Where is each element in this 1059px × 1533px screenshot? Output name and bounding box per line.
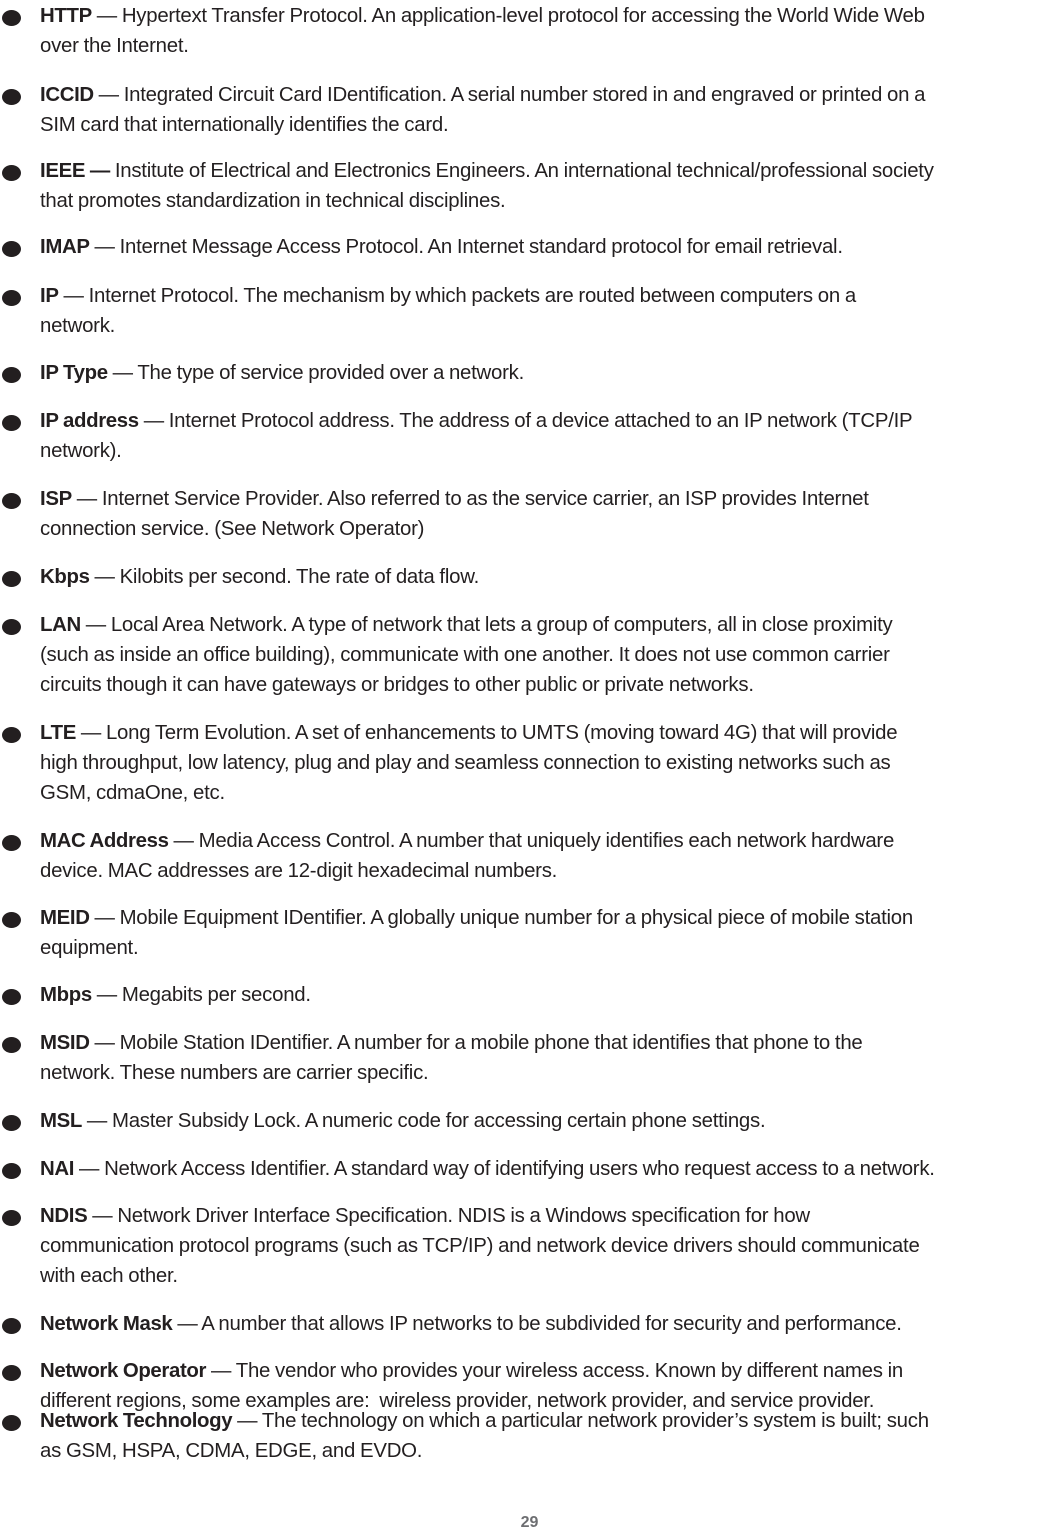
bullet-dot-icon	[2, 727, 21, 743]
definition-text: equipment.	[40, 937, 139, 959]
entry-text	[40, 562, 1059, 592]
definition-text: Institute of Electrical and Electronics Engineers. An international technical/professional society	[114, 160, 934, 182]
bullet-dot-icon	[2, 1318, 21, 1334]
bullet-dot-icon	[2, 89, 21, 105]
definition-text: as GSM, HSPA, CDMA, EDGE, and EVDO.	[40, 1440, 423, 1462]
entry-text	[40, 1028, 1059, 1088]
definition-line	[40, 1106, 1059, 1136]
definition-text: Long Term Evolution. A set of enhancements to UMTS (moving toward 4G) that will provide	[105, 722, 898, 744]
definition-text: over the Internet.	[40, 35, 189, 57]
definition-text: that promotes standardization in technical disciplines.	[40, 190, 506, 212]
term-separator: —	[91, 5, 122, 27]
definition-line	[40, 156, 1059, 186]
definition-line	[40, 1406, 1059, 1436]
definition-text: different regions, some examples are: wireless provider, network provider, and service provider.	[40, 1390, 875, 1412]
definition-text: Network Access Identifier. A standard way of identifying users who request access to a network.	[104, 1158, 935, 1180]
definition-text: Mobile Station IDentifier. A number for a mobile phone that identifies that phone to the	[119, 1032, 863, 1054]
definition-line	[40, 980, 1059, 1010]
definition-text: connection service. (See Network Operator)	[40, 518, 425, 540]
definition-line	[40, 186, 1059, 216]
definition-line	[40, 281, 1059, 311]
glossary-term: LAN	[40, 614, 81, 636]
term-separator: —	[138, 410, 169, 432]
bullet-dot-icon	[2, 912, 21, 928]
term-separator: —	[91, 984, 122, 1006]
definition-text: network.	[40, 315, 116, 337]
definition-text: network).	[40, 440, 122, 462]
definition-text: with each other.	[40, 1265, 178, 1287]
bullet-dot-icon	[2, 619, 21, 635]
glossary-term: LTE	[40, 722, 76, 744]
definition-text: high throughput, low latency, plug and play and seamless connection to existing networks such as	[40, 752, 891, 774]
bullet-dot-icon	[2, 571, 21, 587]
entry-text	[40, 903, 1059, 963]
bullet-dot-icon	[2, 1163, 21, 1179]
definition-text: Internet Message Access Protocol. An Internet standard protocol for email retrieval.	[119, 236, 843, 258]
bullet-dot-icon	[2, 1115, 21, 1131]
glossary-term: Network Mask	[40, 1313, 173, 1335]
definition-line	[40, 232, 1059, 262]
definition-line	[40, 80, 1059, 110]
definition-line	[40, 718, 1059, 748]
definition-text: The type of service provided over a network.	[137, 362, 525, 384]
glossary-term: NDIS	[40, 1205, 88, 1227]
glossary-term: IMAP	[40, 236, 90, 258]
term-separator: —	[74, 1158, 105, 1180]
page-number: 29	[520, 1514, 539, 1531]
definition-text: A number that allows IP networks to be subdivided for security and performance.	[201, 1313, 902, 1335]
glossary-term: Mbps	[40, 984, 92, 1006]
term-separator: —	[80, 614, 111, 636]
definition-text: network. These numbers are carrier specific.	[40, 1062, 429, 1084]
definition-line	[40, 826, 1059, 856]
definition-line	[40, 31, 1059, 61]
bullet-dot-icon	[2, 493, 21, 509]
definition-line	[40, 1028, 1059, 1058]
entry-text	[40, 1154, 1059, 1184]
bullet-dot-icon	[2, 290, 21, 306]
entry-text	[40, 484, 1059, 544]
definition-text: communication protocol programs (such as TCP/IP) and network device drivers should communicate	[40, 1235, 920, 1257]
definition-text: Media Access Control. A number that uniquely identifies each network hardware	[198, 830, 895, 852]
definition-text: Mobile Equipment IDentifier. A globally unique number for a physical piece of mobile station	[119, 907, 913, 929]
entry-text	[40, 156, 1059, 216]
term-separator: —	[71, 488, 102, 510]
definition-line	[40, 903, 1059, 933]
definition-line	[40, 406, 1059, 436]
glossary-term: NAI	[40, 1158, 75, 1180]
definition-text: circuits though it can have gateways or bridges to other public or private networks.	[40, 674, 754, 696]
definition-text: Integrated Circuit Card IDentification. A serial number stored in and engraved or printed on a	[123, 84, 926, 106]
definition-line	[40, 1231, 1059, 1261]
bullet-dot-icon	[2, 241, 21, 257]
definition-text: Local Area Network. A type of network that lets a group of computers, all in close proximity	[110, 614, 893, 636]
bullet-dot-icon	[2, 1365, 21, 1381]
definition-text: (such as inside an office building), communicate with one another. It does not use common carrier	[40, 644, 890, 666]
definition-text: GSM, cdmaOne, etc.	[40, 782, 225, 804]
bullet-dot-icon	[2, 415, 21, 431]
bullet-dot-icon	[2, 1037, 21, 1053]
definition-line	[40, 358, 1059, 388]
definition-line	[40, 1058, 1059, 1088]
definition-text: The technology on which a particular network provider’s system is built; such	[261, 1410, 929, 1432]
entry-text	[40, 1, 1059, 61]
glossary-term: Network Operator	[40, 1360, 207, 1382]
glossary-term: IEEE —	[40, 160, 110, 182]
term-separator: —	[89, 1032, 120, 1054]
definition-text: The vendor who provides your wireless access. Known by different names in	[235, 1360, 903, 1382]
definition-text: Master Subsidy Lock. A numeric code for accessing certain phone settings.	[111, 1110, 766, 1132]
definition-text: Internet Protocol address. The address of a device attached to an IP network (TCP/IP	[168, 410, 913, 432]
entry-text	[40, 826, 1059, 886]
entry-text	[40, 1309, 1059, 1339]
term-separator: —	[89, 566, 120, 588]
definition-line	[40, 110, 1059, 140]
definition-line	[40, 778, 1059, 808]
term-separator: —	[93, 84, 124, 106]
definition-line	[40, 1, 1059, 31]
glossary-term: HTTP	[40, 5, 92, 27]
glossary-term: MAC Address	[40, 830, 169, 852]
definition-line	[40, 436, 1059, 466]
term-separator: —	[58, 285, 89, 307]
term-separator: —	[89, 236, 120, 258]
term-separator: —	[89, 907, 120, 929]
definition-text: SIM card that internationally identifies the card.	[40, 114, 449, 136]
glossary-term: IP Type	[40, 362, 108, 384]
term-separator: —	[206, 1360, 236, 1382]
bullet-dot-icon	[2, 165, 21, 181]
definition-line	[40, 1436, 1059, 1466]
entry-text	[40, 718, 1059, 808]
bullet-dot-icon	[2, 989, 21, 1005]
definition-text: Network Driver Interface Specification. NDIS is a Windows specification for how	[117, 1205, 810, 1227]
definition-line	[40, 748, 1059, 778]
entry-text	[40, 1106, 1059, 1136]
entry-text	[40, 358, 1059, 388]
definition-line	[40, 933, 1059, 963]
definition-line	[40, 1154, 1059, 1184]
term-separator: —	[172, 1313, 202, 1335]
entry-text	[40, 281, 1059, 341]
entry-text	[40, 1406, 1059, 1466]
definition-line	[40, 484, 1059, 514]
definition-text: Internet Service Provider. Also referred to as the service carrier, an ISP provides Internet	[101, 488, 869, 510]
bullet-dot-icon	[2, 367, 21, 383]
definition-text: Hypertext Transfer Protocol. An application-level protocol for accessing the World Wide Web	[121, 5, 925, 27]
glossary-term: IP address	[40, 410, 139, 432]
glossary-term: MEID	[40, 907, 90, 929]
entry-text	[40, 980, 1059, 1010]
definition-text: Internet Protocol. The mechanism by which packets are routed between computers on a	[88, 285, 856, 307]
term-separator: —	[75, 722, 106, 744]
bullet-dot-icon	[2, 1415, 21, 1431]
glossary-term: MSL	[40, 1110, 82, 1132]
term-separator: —	[168, 830, 199, 852]
definition-line	[40, 1201, 1059, 1231]
definition-text: device. MAC addresses are 12-digit hexadecimal numbers.	[40, 860, 558, 882]
entry-text	[40, 80, 1059, 140]
entry-text	[40, 232, 1059, 262]
glossary-term: Network Technology	[40, 1410, 233, 1432]
glossary-term: MSID	[40, 1032, 90, 1054]
definition-text: Kilobits per second. The rate of data flow.	[119, 566, 479, 588]
glossary-term: ISP	[40, 488, 72, 510]
definition-line	[40, 514, 1059, 544]
entry-text	[40, 406, 1059, 466]
definition-line	[40, 1261, 1059, 1291]
definition-line	[40, 640, 1059, 670]
bullet-dot-icon	[2, 10, 21, 26]
definition-text: Megabits per second.	[121, 984, 311, 1006]
definition-line	[40, 670, 1059, 700]
term-separator: —	[232, 1410, 262, 1432]
bullet-dot-icon	[2, 1210, 21, 1226]
definition-line	[40, 1356, 1059, 1386]
term-separator: —	[107, 362, 138, 384]
term-separator: —	[82, 1110, 112, 1132]
definition-line	[40, 610, 1059, 640]
glossary-term: ICCID	[40, 84, 94, 106]
glossary-term: IP	[40, 285, 59, 307]
entry-text	[40, 1201, 1059, 1291]
definition-line	[40, 856, 1059, 886]
entry-text	[40, 610, 1059, 700]
term-separator: —	[87, 1205, 118, 1227]
definition-line	[40, 1309, 1059, 1339]
definition-line	[40, 562, 1059, 592]
definition-line	[40, 311, 1059, 341]
glossary-term: Kbps	[40, 566, 90, 588]
bullet-dot-icon	[2, 835, 21, 851]
